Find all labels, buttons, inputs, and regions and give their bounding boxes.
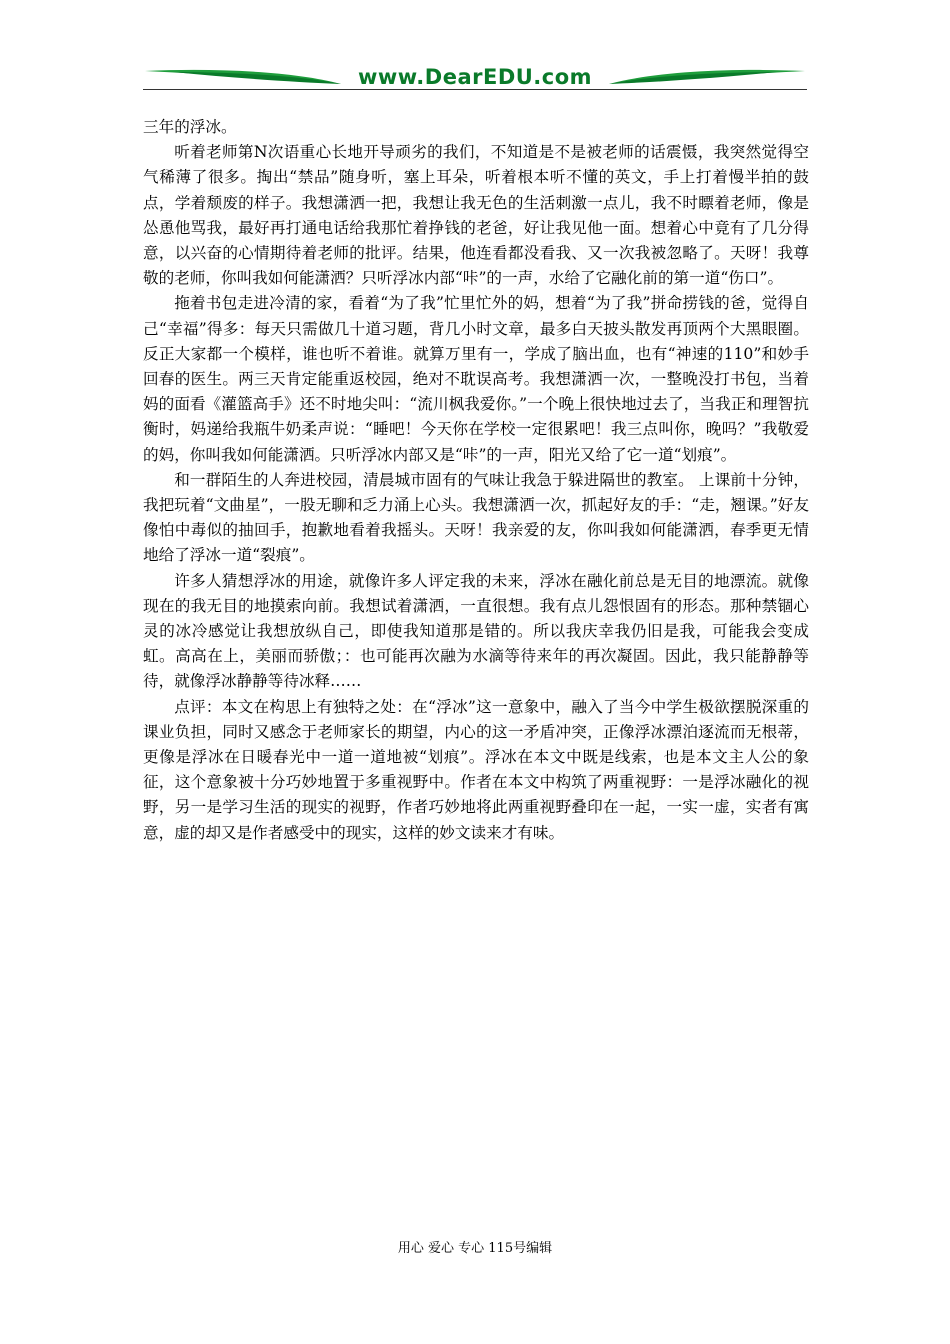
page-header <box>143 62 807 92</box>
page-footer: 用心 爱心 专心 115号编辑 <box>397 1241 553 1256</box>
article-paragraph-2: 听着老师第N次语重心长地开导顽劣的我们，不知道是不是被老师的话震慑，我突然觉得空气稀薄了很多。掏出“禁品”随身听，塞上耳朵，听着根本听不懂的英文，手上打着慢半拍的鼓点，学着颓废的样子。我想潇洒一把，我想让我无色的生活刺激一点儿，我不时瞟着老师，像是怂恿他骂我，最好再打通电话给我那忙着挣钱的老爸，好让我见他一面。想着心中竟有了几分得意，以兴奋的心情期待着老师的批评。结果，他连看都没看我、又一次我被忽略了。天呀！我尊敬的老师，你叫我如何能潇洒？只听浮冰内部“咔”的一声，水给了它融化前的第一道“伤口”。 <box>143 143 809 288</box>
article-paragraph-1: 三年的浮冰。 <box>143 118 237 136</box>
article-paragraph-5: 许多人猜想浮冰的用途，就像许多人评定我的未来，浮冰在融化前总是无目的地漂流。就像现在的我无目的地摸索向前。我想试着潇洒，一直很想。我有点儿怨恨固有的形态。那种禁锢心灵的冰冷感觉让我想放纵自己，即使我知道那是错的。所以我庆幸我仍旧是我，可能我会变成虹。高高在上，美丽而骄傲；：也可能再次融为水滴等待来年的再次凝固。因此，我只能静静等待，就像浮冰静静等待冰释…… <box>143 571 809 691</box>
commentary-paragraph: 点评：本文在构思上有独特之处：在“浮冰”这一意象中，融入了当今中学生极欲摆脱深重的课业负担，同时又感念于老师家长的期望，内心的这一矛盾冲突，正像浮冰漂泊逐流而无根蒂，更像是浮冰在日暖春光中一道一道地被“划痕”。浮冰在本文中既是线索，也是本文主人公的象征，这个意象被十分巧妙地置于多重视野中。作者在本文中构筑了两重视野：一是浮冰融化的视野，另一是学习生活的现实的视野，作者巧妙地将此两重视野叠印在一起，一实一虚，实者有寓意，虚的却又是作者感受中的现实，这样的妙文读来才有味。 <box>143 697 809 842</box>
site-logo-text: www.DearEDU.com <box>357 65 593 89</box>
article-body <box>143 115 809 846</box>
header-divider <box>143 89 807 90</box>
article-paragraph-3: 拖着书包走进冷清的家，看着“为了我”忙里忙外的妈，想着“为了我”拼命捞钱的爸，觉得自己“幸福”得多：每天只需做几十道习题，背几小时文章，最多白天披头散发再顶两个大黑眼圈。反正大家都一个模样，谁也听不着谁。就算万里有一，学成了脑出血，也有“神速的110”和妙手回春的医生。两三天肯定能重返校园，绝对不耽误高考。我想潇洒一次，一整晚没打书包，当着妈的面看《灌篮高手》还不时地尖叫：“流川枫我爱你。”一个晚上很快地过去了，当我正和理智抗衡时，妈递给我瓶牛奶柔声说：“睡吧！今天你在学校一定很累吧！我三点叫你，晚吗？”我敬爱的妈，你叫我如何能潇洒。只听浮冰内部又是“咔”的一声，阳光又给了它一道“划痕”。 <box>143 294 809 464</box>
article-paragraph-4: 和一群陌生的人奔进校园，清晨城市固有的气味让我急于躲进隔世的教室。 上课前十分钟，我把玩着“文曲星”，一股无聊和乏力涌上心头。我想潇洒一次，抓起好友的手：“走，翘课。”好友像怕中毒似的抽回手，抱歉地看着我摇头。天呀！我亲爱的友，你叫我如何能潇洒，春季更无情地给了浮冰一道“裂痕”。 <box>143 470 809 565</box>
